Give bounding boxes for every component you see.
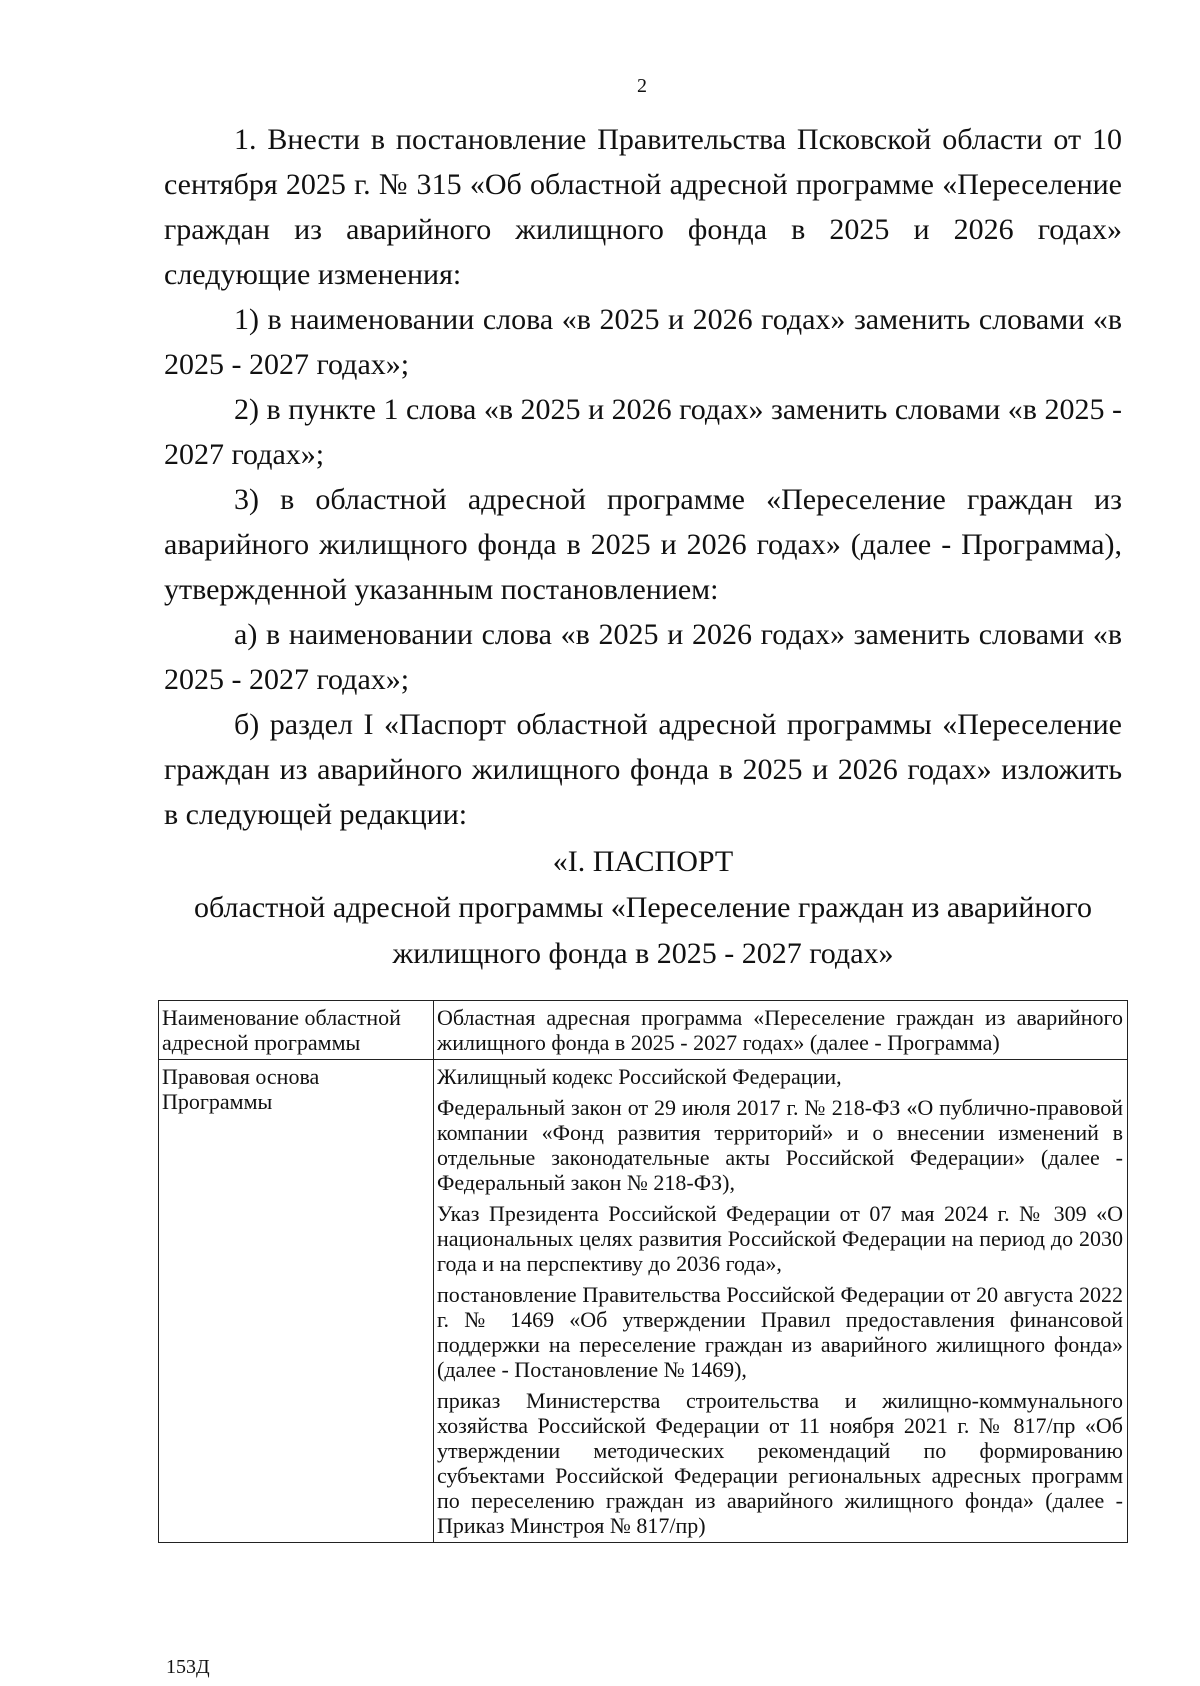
paragraph-5: а) в наименовании слова «в 2025 и 2026 годах» заменить словами «в 2025 - 2027 годах»;	[164, 618, 1122, 696]
table-cell-label: Наименование областной адресной программы	[159, 1001, 434, 1060]
document-body	[164, 117, 1122, 977]
table-cell-paragraph: Областная адресная программа «Переселение граждан из аварийного жилищного фонда в 2025 - 2027 годах» (далее - Программа)	[437, 1005, 1123, 1055]
paragraph-4: 3) в областной адресной программе «Переселение граждан из аварийного жилищного фонда в 2025 и 2026 годах» (далее - Программа), утвержденной указанным постановлением:	[164, 483, 1122, 606]
document-code: 153Д	[166, 1656, 210, 1678]
table-cell-paragraph: Указ Президента Российской Федерации от 07 мая 2024 г. № 309 «О национальных целях развития Российской Федерации на период до 2030 года и на перспективу до 2036 года»,	[437, 1201, 1123, 1276]
page-number: 2	[637, 75, 647, 97]
table-cell-value	[434, 1001, 1128, 1060]
table-cell-label: Правовая основа Программы	[159, 1060, 434, 1543]
paragraph-1: 1. Внести в постановление Правительства Псковской области от 10 сентября 2025 г. № 315 «Об областной адресной программе «Переселение граждан из аварийного жилищного фонда в 2025 и 2026 годах» следующие изменения:	[164, 123, 1122, 291]
paragraph-2: 1) в наименовании слова «в 2025 и 2026 годах» заменить словами «в 2025 - 2027 годах»;	[164, 303, 1122, 381]
paragraph-6: б) раздел I «Паспорт областной адресной программы «Переселение граждан из аварийного жилищного фонда в 2025 и 2026 годах» изложить в следующей редакции:	[164, 708, 1122, 831]
section-heading-title: «I. ПАСПОРТ	[552, 845, 734, 878]
table-cell-paragraph: приказ Министерства строительства и жилищно-коммунального хозяйства Российской Федерации от 11 ноября 2021 г. № 817/пр «Об утверждении методических рекомендаций по формированию субъектами Российской Федерации региональных адресных программ по переселению граждан из аварийного жилищного фонда» (далее - Приказ Минстроя № 817/пр)	[437, 1388, 1123, 1538]
passport-table	[158, 1000, 1128, 1543]
table-row	[159, 1001, 1128, 1060]
section-heading-subtitle-line-1: областной адресной программы «Переселение граждан из аварийного	[194, 891, 1092, 924]
paragraph-3: 2) в пункте 1 слова «в 2025 и 2026 годах» заменить словами «в 2025 - 2027 годах»;	[164, 393, 1122, 471]
table-cell-value	[434, 1060, 1128, 1543]
table-row	[159, 1060, 1128, 1543]
table-cell-paragraph: Федеральный закон от 29 июля 2017 г. № 218-ФЗ «О публично-правовой компании «Фонд развития территорий» и о внесении изменений в отдельные законодательные акты Российской Федерации» (далее - Федеральный закон № 218-ФЗ),	[437, 1095, 1123, 1195]
section-heading-subtitle-line-2: жилищного фонда в 2025 - 2027 годах»	[392, 937, 894, 970]
table-cell-paragraph: постановление Правительства Российской Федерации от 20 августа 2022 г. № 1469 «Об утверждении Правил предоставления финансовой поддержки на переселение граждан из аварийного жилищного фонда» (далее - Постановление № 1469),	[437, 1282, 1123, 1382]
table-cell-paragraph: Жилищный кодекс Российской Федерации,	[437, 1064, 842, 1089]
